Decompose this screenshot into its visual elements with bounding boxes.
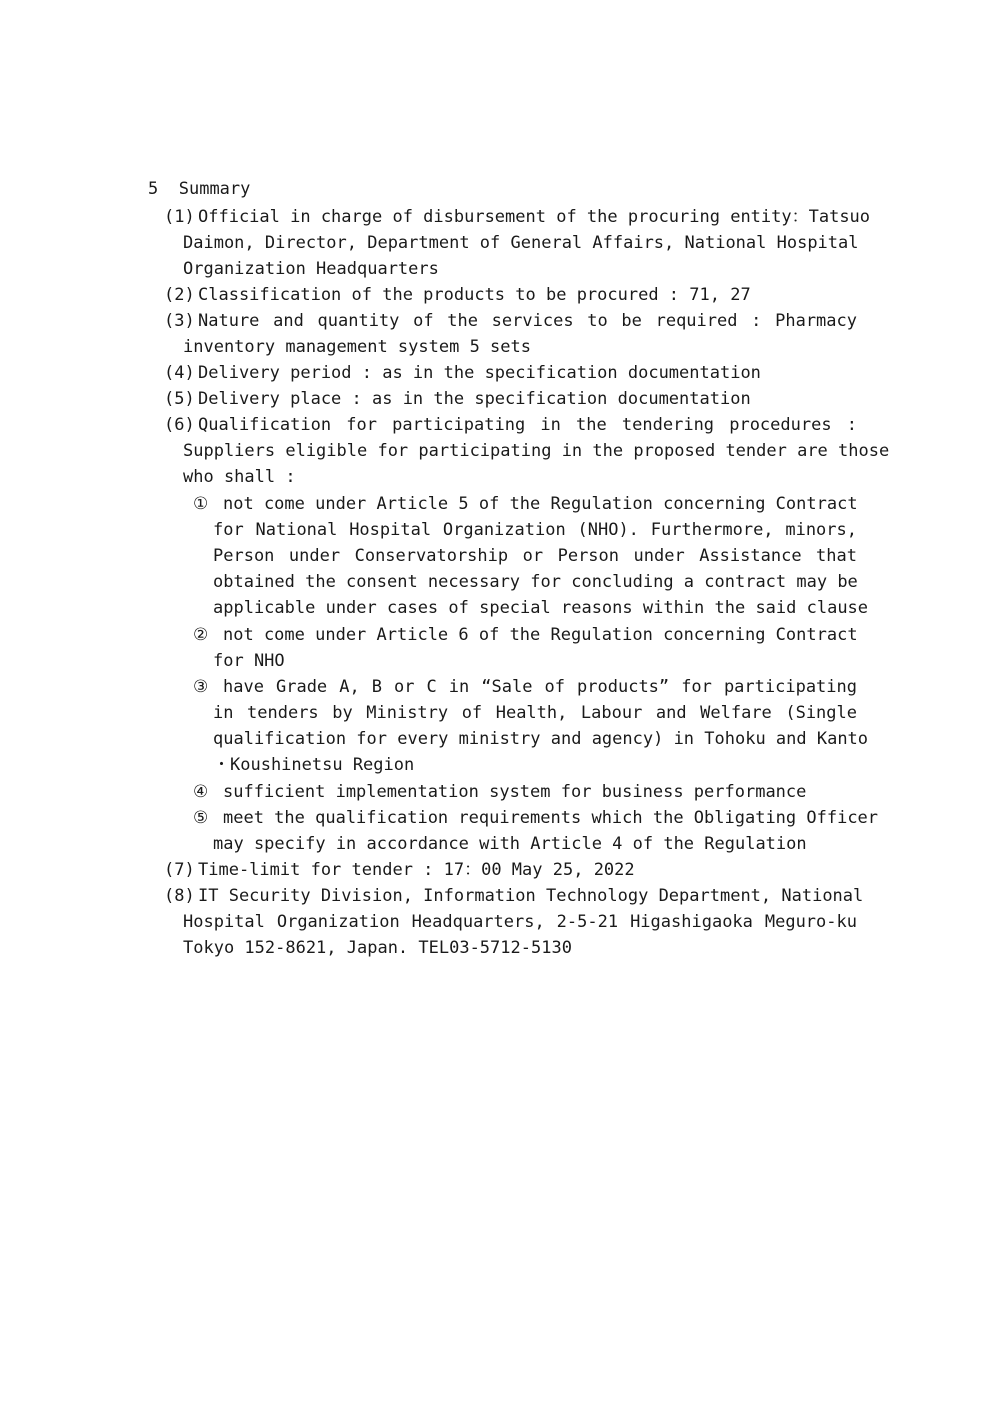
- subitem-text-line: obtained the consent necessary for concluding a contract may be: [213, 572, 858, 592]
- subitem-text-line: for National Hospital Organization (NHO). Furthermore, minors,: [213, 520, 857, 540]
- item-text-line: Tokyo 152-8621, Japan. TEL03-5712-5130: [183, 938, 572, 958]
- item-text-line: who shall :: [183, 467, 296, 487]
- subitem-text-line: not come under Article 6 of the Regulation concerning Contract: [223, 625, 858, 645]
- item-number: (8): [164, 886, 195, 906]
- subitem-text-line: qualification for every ministry and agency) in Tohoku and Kanto: [213, 729, 869, 749]
- section-title: Summary: [178, 179, 251, 199]
- circled-number-2: ②: [193, 625, 209, 645]
- item-text-line: Nature and quantity of the services to be required : Pharmacy: [198, 311, 857, 331]
- item-number: (7): [164, 860, 195, 880]
- item-number: (3): [164, 311, 195, 331]
- item-text-line: Daimon, Director, Department of General Affairs, National Hospital: [183, 233, 859, 253]
- item-text-line: Classification of the products to be procured : 71, 27: [198, 285, 751, 305]
- item-number: (6): [164, 415, 195, 435]
- item-number: (1): [164, 207, 195, 227]
- item-number: (5): [164, 389, 195, 409]
- subitem-text-line: meet the qualification requirements which the Obligating Officer: [223, 808, 879, 828]
- subitem-text-line: sufficient implementation system for business performance: [223, 782, 807, 802]
- subitem-text-line: in tenders by Ministry of Health, Labour and Welfare (Single: [213, 703, 857, 723]
- subitem-text-line: ・Koushinetsu Region: [213, 755, 415, 775]
- circled-number-3: ③: [193, 677, 209, 697]
- circled-number-4: ④: [193, 782, 209, 802]
- subitem-text-line: Person under Conservatorship or Person under Assistance that: [213, 546, 857, 566]
- subitem-text-line: have Grade A, B or C in “Sale of products” for participating: [223, 677, 857, 697]
- subitem-text-line: not come under Article 5 of the Regulation concerning Contract: [223, 494, 858, 514]
- item-text-line: inventory management system 5 sets: [183, 337, 531, 357]
- section-number: 5: [148, 179, 159, 199]
- item-text-line: Delivery period : as in the specification documentation: [198, 363, 761, 383]
- section-heading: [148, 178, 250, 200]
- item-text-line: Organization Headquarters: [183, 259, 439, 279]
- item-text-line: Time-limit for tender : 17：00 May 25, 2022: [198, 860, 635, 880]
- circled-number-1: ①: [193, 494, 209, 514]
- item-text-line: Official in charge of disbursement of the procuring entity：Tatsuo: [198, 207, 871, 227]
- item-text-line: IT Security Division, Information Technology Department, National: [198, 886, 864, 906]
- subitem-text-line: for NHO: [213, 651, 285, 671]
- item-text-line: Delivery place : as in the specification documentation: [198, 389, 751, 409]
- item-number: (4): [164, 363, 195, 383]
- item-text-line: Suppliers eligible for participating in the proposed tender are those: [183, 441, 890, 461]
- circled-number-5: ⑤: [193, 808, 209, 828]
- subitem-text-line: may specify in accordance with Article 4 of the Regulation: [213, 834, 807, 854]
- item-number: (2): [164, 285, 195, 305]
- item-text-line: Hospital Organization Headquarters, 2-5-21 Higashigaoka Meguro-ku: [183, 912, 857, 932]
- item-text-line: Qualification for participating in the tendering procedures :: [198, 415, 857, 435]
- subitem-text-line: applicable under cases of special reasons within the said clause: [213, 598, 869, 618]
